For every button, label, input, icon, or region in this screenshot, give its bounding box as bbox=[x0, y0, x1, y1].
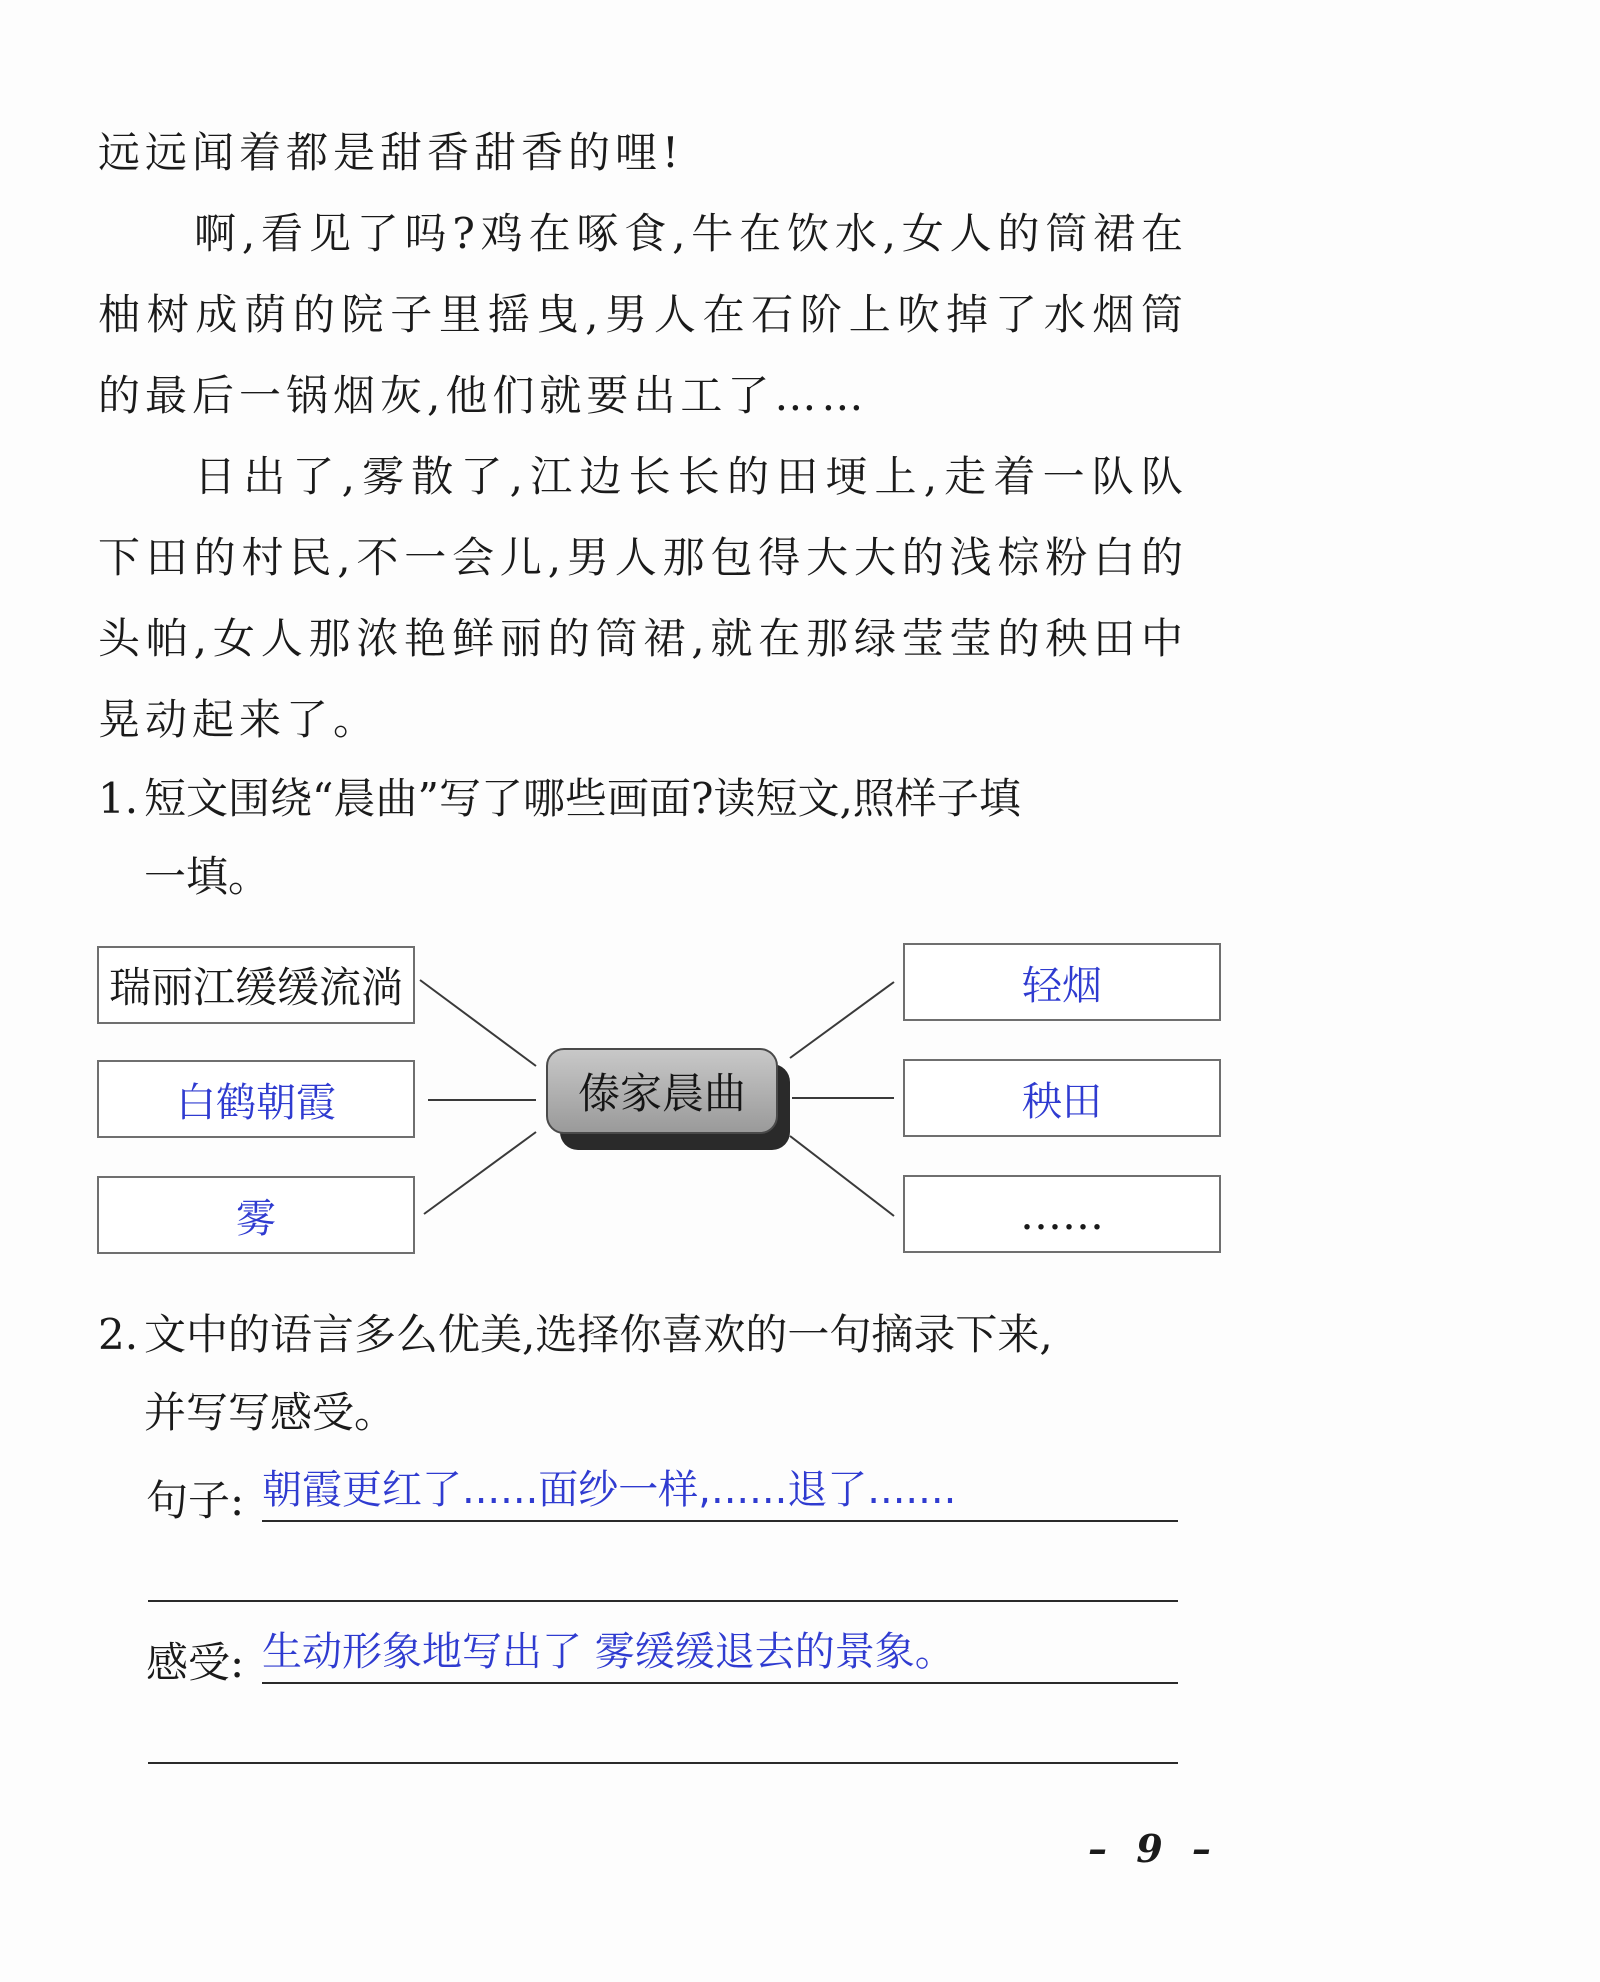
feeling-answer-line-2[interactable] bbox=[148, 1762, 1178, 1764]
question-2 bbox=[98, 1296, 1198, 1452]
question-1-text: 短文围绕“晨曲”写了哪些画面?读短文,照样子填 bbox=[144, 774, 1021, 823]
passage-paragraph-1: 远远闻着都是甜香甜香的哩! bbox=[98, 128, 684, 177]
connector-right-3 bbox=[790, 1136, 894, 1216]
passage-paragraph-2: 啊,看见了吗?鸡在啄食,牛在饮水,女人的筒裙在柚树成荫的院子里摇曳,男人在石阶上吹掉了水烟筒的最后一锅烟灰,他们就要出工了…… bbox=[98, 209, 1188, 420]
mindmap-box-right-1[interactable]: 轻烟 bbox=[903, 943, 1221, 1021]
question-2-text: 文中的语言多么优美,选择你喜欢的一句摘录下来, bbox=[144, 1310, 1053, 1359]
passage-paragraph-3: 日出了,雾散了,江边长长的田埂上,走着一队队下田的村民,不一会儿,男人那包得大大的浅棕粉白的头帕,女人那浓艳鲜丽的筒裙,就在那绿莹莹的秧田中晃动起来了。 bbox=[98, 452, 1188, 744]
question-2-text-cont: 并写写感受。 bbox=[144, 1388, 397, 1437]
connector-left-1 bbox=[420, 980, 536, 1066]
sentence-answer-line-1[interactable] bbox=[262, 1520, 1178, 1522]
mindmap-box-left-3[interactable]: 雾 bbox=[97, 1176, 415, 1254]
question-1-number: 1. bbox=[98, 774, 139, 823]
mindmap-box-left-2[interactable]: 白鹤朝霞 bbox=[97, 1060, 415, 1138]
question-2-number: 2. bbox=[98, 1310, 139, 1359]
mindmap-center: 傣家晨曲 bbox=[546, 1048, 778, 1134]
question-1-text-cont: 一填。 bbox=[144, 852, 271, 901]
mindmap-box-left-1: 瑞丽江缓缓流淌 bbox=[97, 946, 415, 1024]
feeling-label: 感受: bbox=[146, 1638, 245, 1687]
mindmap-box-right-3: …… bbox=[903, 1175, 1221, 1253]
page-number: – 9 – bbox=[1088, 1826, 1219, 1871]
connector-left-3 bbox=[424, 1132, 536, 1214]
feeling-answer-line-1[interactable] bbox=[262, 1682, 1178, 1684]
mindmap-box-right-2[interactable]: 秧田 bbox=[903, 1059, 1221, 1137]
sentence-answer-line-2[interactable] bbox=[148, 1600, 1178, 1602]
connector-right-1 bbox=[790, 982, 894, 1058]
sentence-answer[interactable]: 朝霞更红了......面纱一样,......退了....... bbox=[262, 1467, 957, 1513]
feeling-answer[interactable]: 生动形象地写出了 雾缓缓退去的景象。 bbox=[262, 1629, 955, 1675]
sentence-label: 句子: bbox=[146, 1476, 245, 1525]
